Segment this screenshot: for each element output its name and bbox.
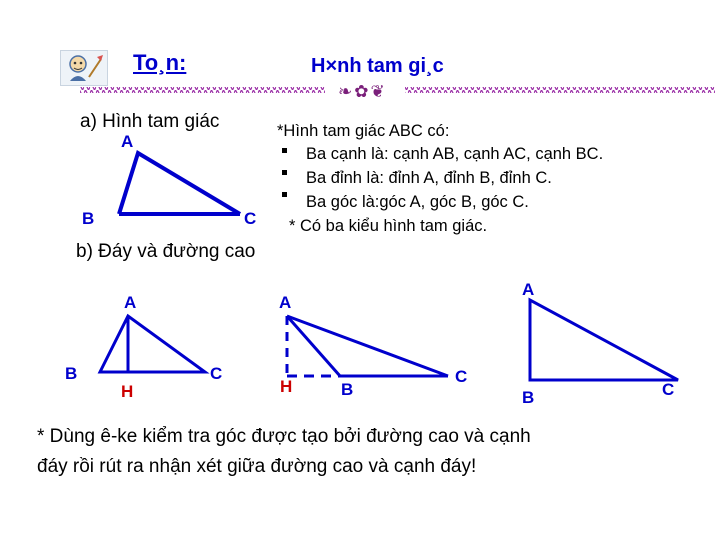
tri1-vertex-c-label: C — [210, 364, 223, 383]
header-band-left — [80, 87, 325, 93]
tri1-foot-h-label: H — [121, 382, 134, 401]
triangle-abc — [119, 153, 240, 214]
tri3-vertex-b-label: B — [522, 388, 535, 407]
section-b-heading: b) Đáy và đường cao — [76, 241, 256, 262]
tri3-vertex-a-label: A — [522, 280, 535, 299]
section-a-heading: a) Hình tam giác — [80, 111, 220, 132]
vertex-a-label: A — [121, 132, 134, 151]
triangle-obtuse — [287, 316, 448, 376]
tri3-vertex-c-label: C — [662, 380, 675, 399]
triangle-acute — [100, 316, 205, 372]
info-intro: *Hình tam giác ABC có: — [277, 122, 450, 140]
tri2-foot-h-label: H — [280, 377, 293, 396]
mascot-drawing — [61, 51, 107, 85]
tri2-vertex-b-label: B — [341, 380, 354, 399]
vertex-b-label: B — [82, 209, 95, 228]
info-item-angles: Ba góc là:góc A, góc B, góc C. — [306, 193, 529, 211]
instruction-line-1: * Dùng ê-ke kiểm tra góc được tạo bởi đường cao và cạnh — [37, 426, 531, 447]
lesson-topic-title: H×nh tam gi¸c — [311, 55, 444, 77]
bullet-1 — [282, 148, 287, 153]
bullet-3 — [282, 192, 287, 197]
teacher-mascot-icon — [60, 50, 108, 86]
info-item-sides: Ba cạnh là: cạnh AB, cạnh AC, cạnh BC. — [306, 145, 604, 163]
bullet-2 — [282, 170, 287, 175]
instruction-line-2: đáy rồi rút ra nhận xét giữa đường cao và cạnh đáy! — [37, 456, 477, 477]
tri2-vertex-a-label: A — [279, 293, 292, 312]
triangle-right — [530, 300, 678, 380]
tri1-vertex-b-label: B — [65, 364, 78, 383]
ornament-icon: ❧✿❦ — [338, 82, 387, 101]
tri2-vertex-c-label: C — [455, 367, 468, 386]
vertex-c-label: C — [244, 209, 257, 228]
tri1-vertex-a-label: A — [124, 293, 137, 312]
instruction-text — [37, 422, 697, 482]
lesson-subject-title: To¸n: — [133, 50, 187, 75]
header-band-right — [405, 87, 715, 93]
info-item-vertices: Ba đỉnh là: đỉnh A, đỉnh B, đỉnh C. — [306, 169, 552, 187]
info-note: * Có ba kiểu hình tam giác. — [289, 217, 488, 235]
